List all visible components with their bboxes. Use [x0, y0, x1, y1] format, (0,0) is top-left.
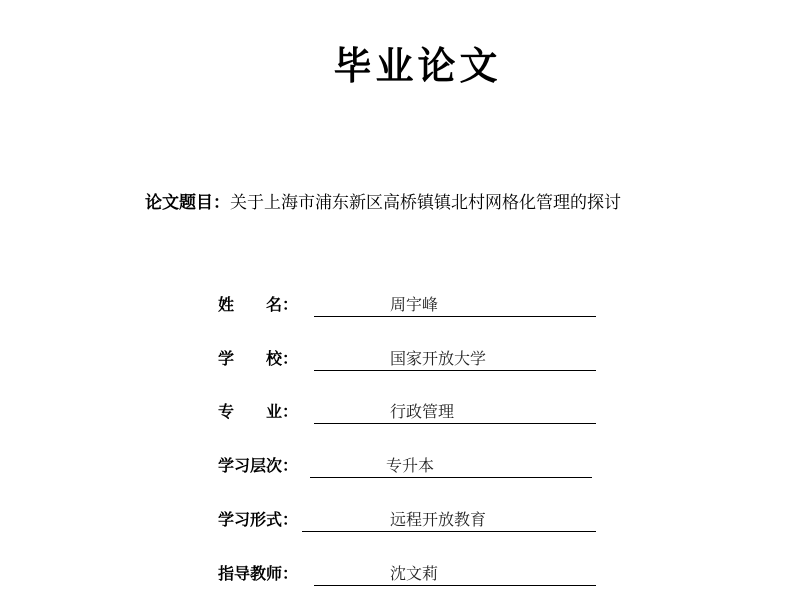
- field-value-name: 周宇峰: [390, 295, 439, 314]
- thesis-topic-value: 关于上海市浦东新区高桥镇镇北村网格化管理的探讨: [230, 193, 621, 213]
- field-value-advisor: 沈文莉: [390, 564, 439, 583]
- field-value-study-level: 专升本: [386, 456, 435, 475]
- field-value-study-mode: 远程开放教育: [390, 510, 487, 529]
- field-value-school: 国家开放大学: [390, 349, 487, 368]
- field-underline-advisor: [314, 559, 596, 586]
- field-label-major: 专 业：: [218, 402, 299, 421]
- field-label-advisor: 指导教师：: [218, 564, 299, 583]
- field-value-major: 行政管理: [390, 402, 455, 421]
- page-title: 毕业论文: [333, 43, 502, 88]
- field-label-study-mode: 学习形式：: [218, 510, 299, 529]
- field-label-school: 学 校：: [218, 349, 299, 368]
- field-underline-name: [314, 290, 596, 317]
- field-label-name: 姓 名：: [218, 295, 299, 314]
- field-label-study-level: 学习层次：: [218, 456, 299, 475]
- field-underline-major: [314, 397, 596, 424]
- thesis-topic-label: 论文题目：: [145, 193, 230, 213]
- thesis-topic: [145, 188, 621, 218]
- field-underline-study-level: [310, 451, 592, 478]
